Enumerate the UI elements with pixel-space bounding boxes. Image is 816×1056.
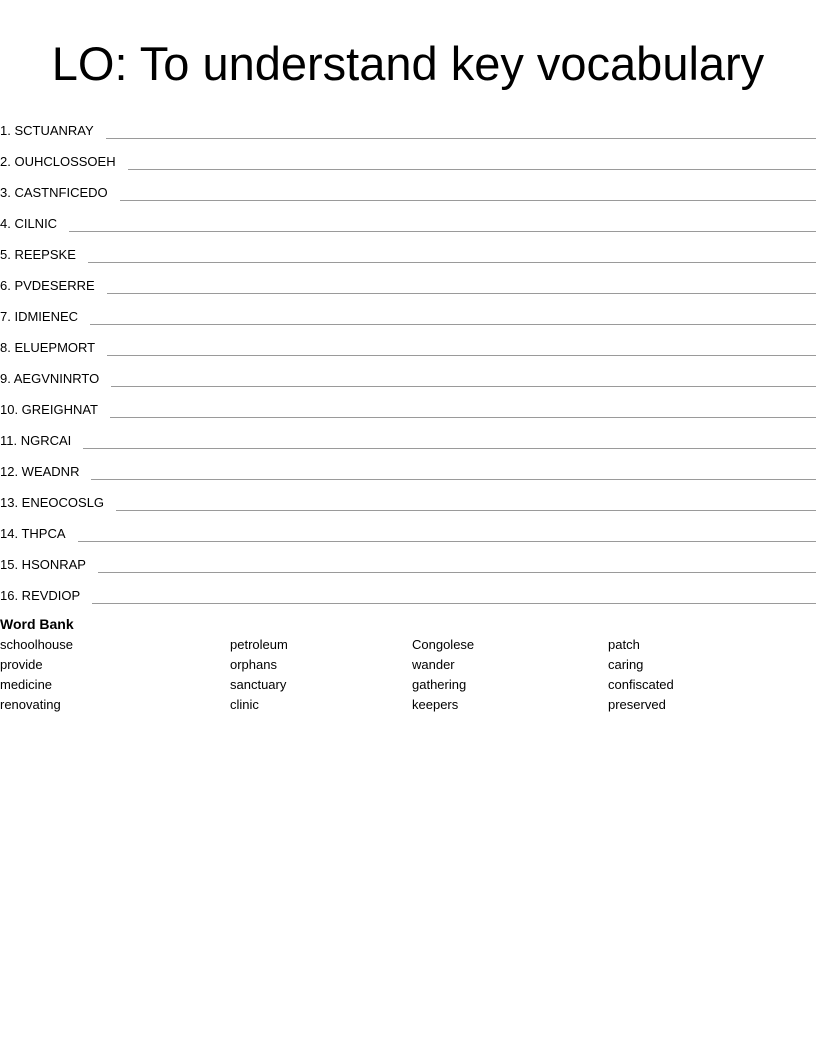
scramble-word: 9. AEGVNINRTO — [0, 371, 100, 386]
word-bank-title: Word Bank — [0, 616, 74, 632]
scramble-word: 15. HSONRAP — [0, 557, 86, 572]
scramble-word: 4. CILNIC — [0, 216, 58, 231]
scramble-word: 11. NGRCAI — [0, 433, 72, 448]
scramble-word: 1. SCTUANRAY — [0, 123, 94, 138]
scramble-item — [0, 356, 816, 387]
word-bank-word: caring — [608, 657, 644, 672]
word-bank-word: clinic — [230, 697, 259, 712]
scramble-word: 7. IDMIENEC — [0, 309, 79, 324]
answer-line[interactable] — [107, 293, 816, 294]
word-bank-word: petroleum — [230, 637, 288, 652]
scramble-item — [0, 387, 816, 418]
scramble-word: 14. THPCA — [0, 526, 66, 541]
page-title: LO: To understand key vocabulary — [51, 37, 765, 90]
scramble-word: 5. REEPSKE — [0, 247, 76, 262]
answer-line[interactable] — [110, 417, 816, 418]
scramble-item — [0, 480, 816, 511]
word-bank — [0, 615, 816, 715]
word-bank-word: confiscated — [608, 677, 674, 692]
word-bank-word: Congolese — [412, 637, 475, 652]
scramble-item — [0, 449, 816, 480]
word-bank-word: wander — [412, 657, 455, 672]
scramble-item — [0, 542, 816, 573]
scramble-item — [0, 232, 816, 263]
answer-line[interactable] — [106, 138, 816, 139]
answer-line[interactable] — [90, 324, 816, 325]
scramble-word: 16. REVDIOP — [0, 588, 81, 603]
scramble-item — [0, 170, 816, 201]
word-bank-word: keepers — [412, 697, 459, 712]
word-bank-word: provide — [0, 657, 43, 672]
scramble-item — [0, 263, 816, 294]
scramble-word: 10. GREIGHNAT — [0, 402, 99, 417]
scramble-word: 6. PVDESERRE — [0, 278, 95, 293]
scramble-item — [0, 201, 816, 232]
answer-line[interactable] — [107, 355, 816, 356]
scramble-item — [0, 139, 816, 170]
word-bank-word: patch — [608, 637, 640, 652]
word-bank-word: renovating — [0, 697, 61, 712]
answer-line[interactable] — [98, 572, 816, 573]
answer-line[interactable] — [92, 603, 816, 604]
scramble-word: 8. ELUEPMORT — [0, 340, 96, 355]
answer-line[interactable] — [69, 231, 816, 232]
answer-line[interactable] — [120, 200, 816, 201]
word-bank-word: orphans — [230, 657, 277, 672]
scramble-word: 12. WEADNR — [0, 464, 80, 479]
scramble-item — [0, 573, 816, 604]
scramble-list — [0, 108, 816, 604]
answer-line[interactable] — [88, 262, 816, 263]
scramble-item — [0, 511, 816, 542]
word-bank-grid — [0, 635, 816, 715]
answer-line[interactable] — [83, 448, 816, 449]
answer-line[interactable] — [128, 169, 816, 170]
word-bank-word: preserved — [608, 697, 666, 712]
word-bank-word: schoolhouse — [0, 637, 73, 652]
scramble-item — [0, 325, 816, 356]
scramble-word: 2. OUHCLOSSOEH — [0, 154, 116, 169]
scramble-item — [0, 418, 816, 449]
scramble-item — [0, 294, 816, 325]
word-bank-word: medicine — [0, 677, 53, 692]
answer-line[interactable] — [78, 541, 816, 542]
answer-line[interactable] — [111, 386, 816, 387]
answer-line[interactable] — [116, 510, 816, 511]
scramble-word: 3. CASTNFICEDO — [0, 185, 108, 200]
scramble-item — [0, 108, 816, 139]
word-bank-word: gathering — [412, 677, 467, 692]
scramble-word: 13. ENEOCOSLG — [0, 495, 105, 510]
word-bank-word: sanctuary — [230, 677, 287, 692]
answer-line[interactable] — [91, 479, 816, 480]
